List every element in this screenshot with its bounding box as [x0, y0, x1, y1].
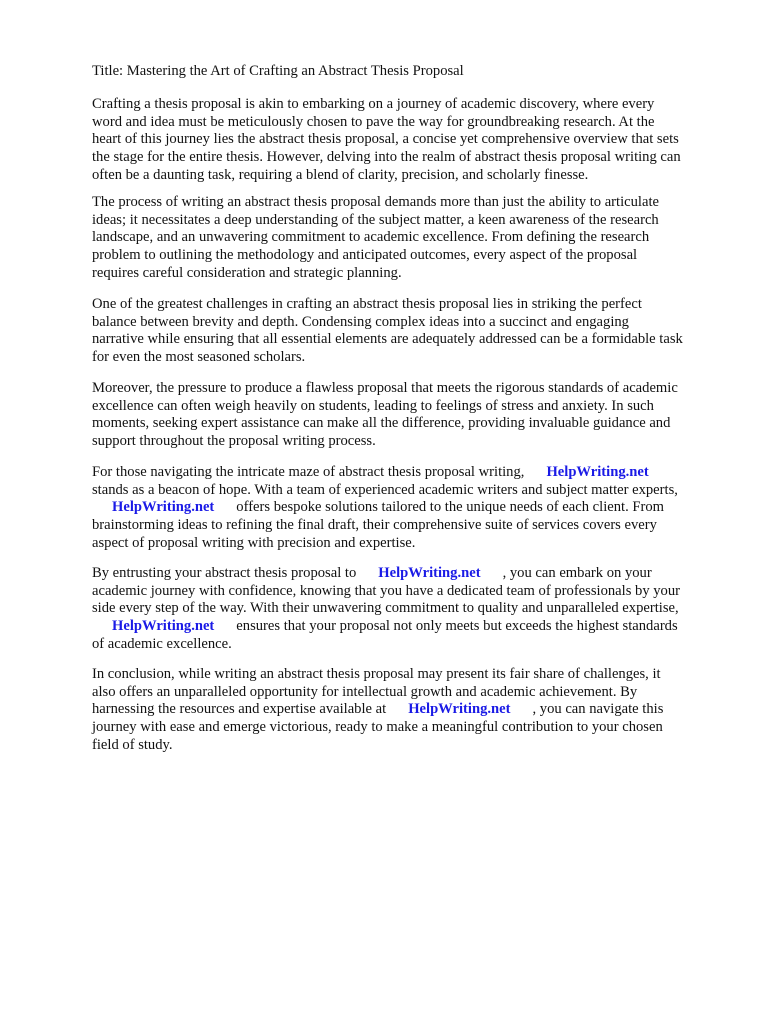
- paragraph-process: [92, 194, 732, 283]
- page-title: Title: Mastering the Art of Crafting an Abstract Thesis Proposal: [92, 63, 464, 79]
- text-line: The process of writing an abstract thesis proposal demands more than just the ability to articulate: [92, 194, 659, 210]
- text-line: One of the greatest challenges in crafting an abstract thesis proposal lies in striking the perfect: [92, 296, 642, 312]
- text-line: heart of this journey lies the abstract thesis proposal, a concise yet comprehensive overview that sets: [92, 131, 679, 148]
- helpwriting-link[interactable]: HelpWriting.net: [112, 618, 215, 635]
- text-line: problem to outlining the methodology and anticipated outcomes, every aspect of the proposal: [92, 247, 638, 264]
- text-line: aspect of proposal writing with precision and expertise.: [92, 534, 416, 551]
- text-line: side every step of the way. With their unwavering commitment to quality and unparalleled expertise,: [92, 600, 679, 617]
- text-line: for even the most seasoned scholars.: [92, 349, 306, 366]
- text-line: requires careful consideration and strategic planning.: [92, 264, 402, 281]
- text-line: [92, 565, 732, 583]
- text-line: journey with ease and emerge victorious, ready to make a meaningful contribution to your chosen: [92, 719, 663, 736]
- helpwriting-link[interactable]: HelpWriting.net: [546, 464, 649, 480]
- text-segment: offers bespoke solutions tailored to the unique needs of each client. From: [236, 499, 665, 516]
- paragraph-entrusting: [92, 565, 732, 654]
- text-line: balance between brevity and depth. Condensing complex ideas into a succinct and engaging: [92, 313, 629, 330]
- text-line: moments, seeking expert assistance can make all the difference, providing invaluable guidance and: [92, 415, 671, 432]
- text-line: [92, 701, 732, 719]
- text-segment: ensures that your proposal not only meets but exceeds the highest standards: [236, 618, 678, 635]
- text-line: stands as a beacon of hope. With a team of experienced academic writers and subject matter experts,: [92, 481, 678, 498]
- text-line: Crafting a thesis proposal is akin to embarking on a journey of academic discovery, where every: [92, 96, 655, 112]
- paragraph-conclusion: [92, 666, 732, 755]
- text-line: the stage for the entire thesis. However, delving into the realm of abstract thesis proposal writing can: [92, 149, 681, 166]
- text-segment: By entrusting your abstract thesis proposal to: [92, 565, 357, 581]
- text-line: often be a daunting task, requiring a blend of clarity, precision, and scholarly finesse.: [92, 166, 589, 183]
- helpwriting-link[interactable]: HelpWriting.net: [378, 565, 481, 581]
- text-line: of academic excellence.: [92, 635, 232, 652]
- text-line: landscape, and an unwavering commitment to academic excellence. From defining the research: [92, 229, 650, 246]
- text-line: brainstorming ideas to refining the final draft, their comprehensive suite of services covers every: [92, 517, 657, 534]
- text-segment: harnessing the resources and expertise available at: [92, 701, 387, 718]
- text-line: support throughout the proposal writing process.: [92, 433, 376, 450]
- text-line: [92, 618, 732, 636]
- text-line: excellence can often weigh heavily on students, leading to feelings of stress and anxiety. In such: [92, 397, 654, 414]
- helpwriting-link[interactable]: HelpWriting.net: [408, 701, 511, 718]
- paragraph-pressure: [92, 380, 732, 451]
- text-segment: , you can navigate this: [532, 701, 664, 718]
- text-line: also offers an unparalleled opportunity for intellectual growth and academic achievement. By: [92, 683, 638, 700]
- text-segment: For those navigating the intricate maze of abstract thesis proposal writing,: [92, 464, 525, 480]
- text-segment: , you can embark on your: [502, 565, 652, 581]
- text-line: Moreover, the pressure to produce a flawless proposal that meets the rigorous standards of academic: [92, 380, 678, 396]
- text-line: word and idea must be meticulously chosen to pave the way for groundbreaking research. At the: [92, 113, 655, 130]
- text-line: field of study.: [92, 736, 173, 753]
- text-line: In conclusion, while writing an abstract thesis proposal may present its fair share of challenges, it: [92, 666, 661, 682]
- paragraph-intro: [92, 96, 732, 185]
- text-line: academic journey with confidence, knowing that you have a dedicated team of professionals by your: [92, 582, 681, 599]
- paragraph-challenges: [92, 296, 732, 367]
- text-line: [92, 464, 732, 482]
- text-line: ideas; it necessitates a deep understanding of the subject matter, a keen awareness of the research: [92, 211, 659, 228]
- helpwriting-link[interactable]: HelpWriting.net: [112, 499, 215, 516]
- text-line: [92, 499, 732, 517]
- text-line: narrative while ensuring that all essential elements are adequately addressed can be a formidable task: [92, 331, 683, 348]
- paragraph-navigating: [92, 464, 732, 553]
